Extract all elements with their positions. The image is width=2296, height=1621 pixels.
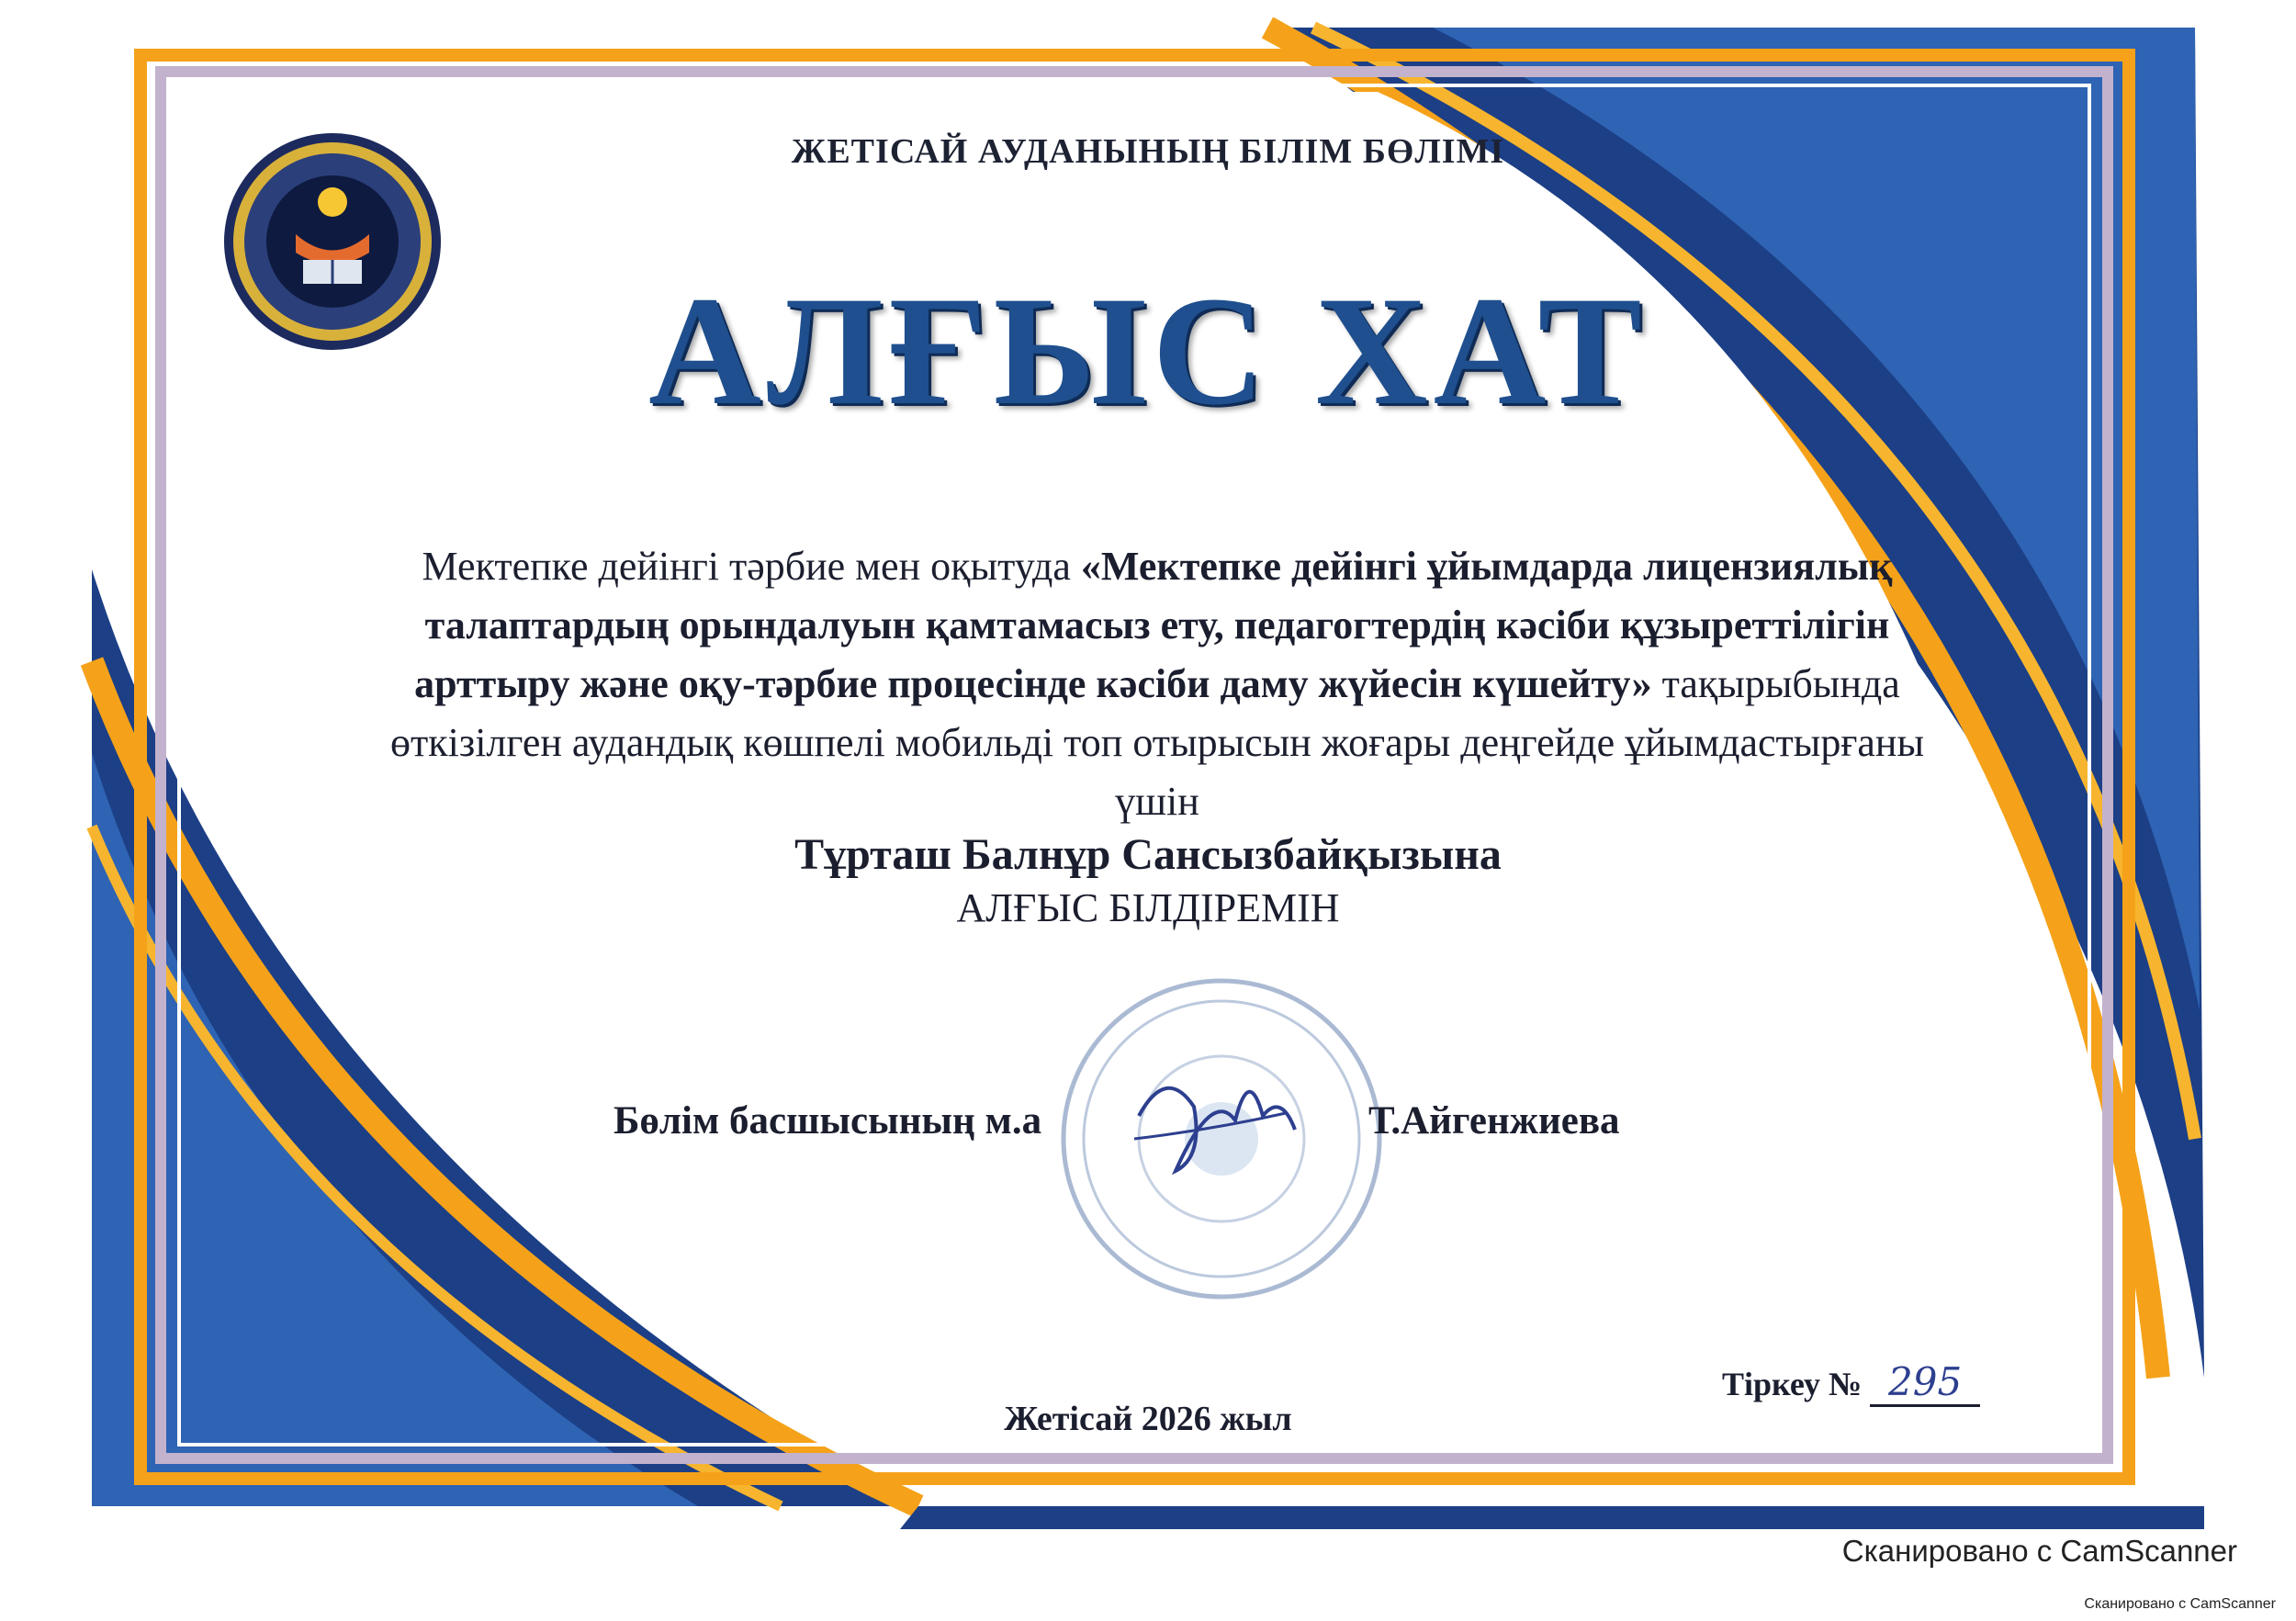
organization-header: ЖЕТІСАЙ АУДАНЫНЫҢ БІЛІМ БӨЛІМІ bbox=[791, 132, 1505, 171]
scanner-watermark: Сканировано с CamScanner bbox=[1841, 1534, 2237, 1568]
thanks-line: АЛҒЫС БІЛДІРЕМІН bbox=[956, 885, 1340, 930]
scanner-watermark-small: Сканировано с CamScanner bbox=[2084, 1596, 2276, 1612]
certificate-title: АЛҒЫС ХАТ bbox=[648, 265, 1648, 437]
signatory-position: Бөлім басшысының м.а bbox=[613, 1099, 1042, 1143]
body-tail: тақырыбында өткізілген аудандық көшпелі мобильді топ отырысын жоғары деңгейде ұйымдастырғаны үшін bbox=[389, 661, 1925, 824]
body-lead: Мектепке дейінгі тәрбие мен оқытуда bbox=[422, 544, 1081, 589]
place-year: Жетісай 2026 жыл bbox=[1004, 1400, 1292, 1438]
registration-label: Тіркеу № bbox=[1722, 1366, 1863, 1402]
registration-number: 295 bbox=[1870, 1359, 1980, 1407]
signatory-name: Т.Айгенжиева bbox=[1368, 1099, 1620, 1143]
recipient-name: Тұрташ Балнұр Сансызбайқызына bbox=[794, 830, 1502, 879]
body-topic: «Мектепке дейінгі ұйымдарда лицензиялық талаптардың орындалуын қамтамасыз ету, педагогтердің кәсіби құзыреттілігін арттыру және оқу-тәрбие процесінде кәсіби даму жүйесін күшейту» bbox=[414, 544, 1893, 706]
